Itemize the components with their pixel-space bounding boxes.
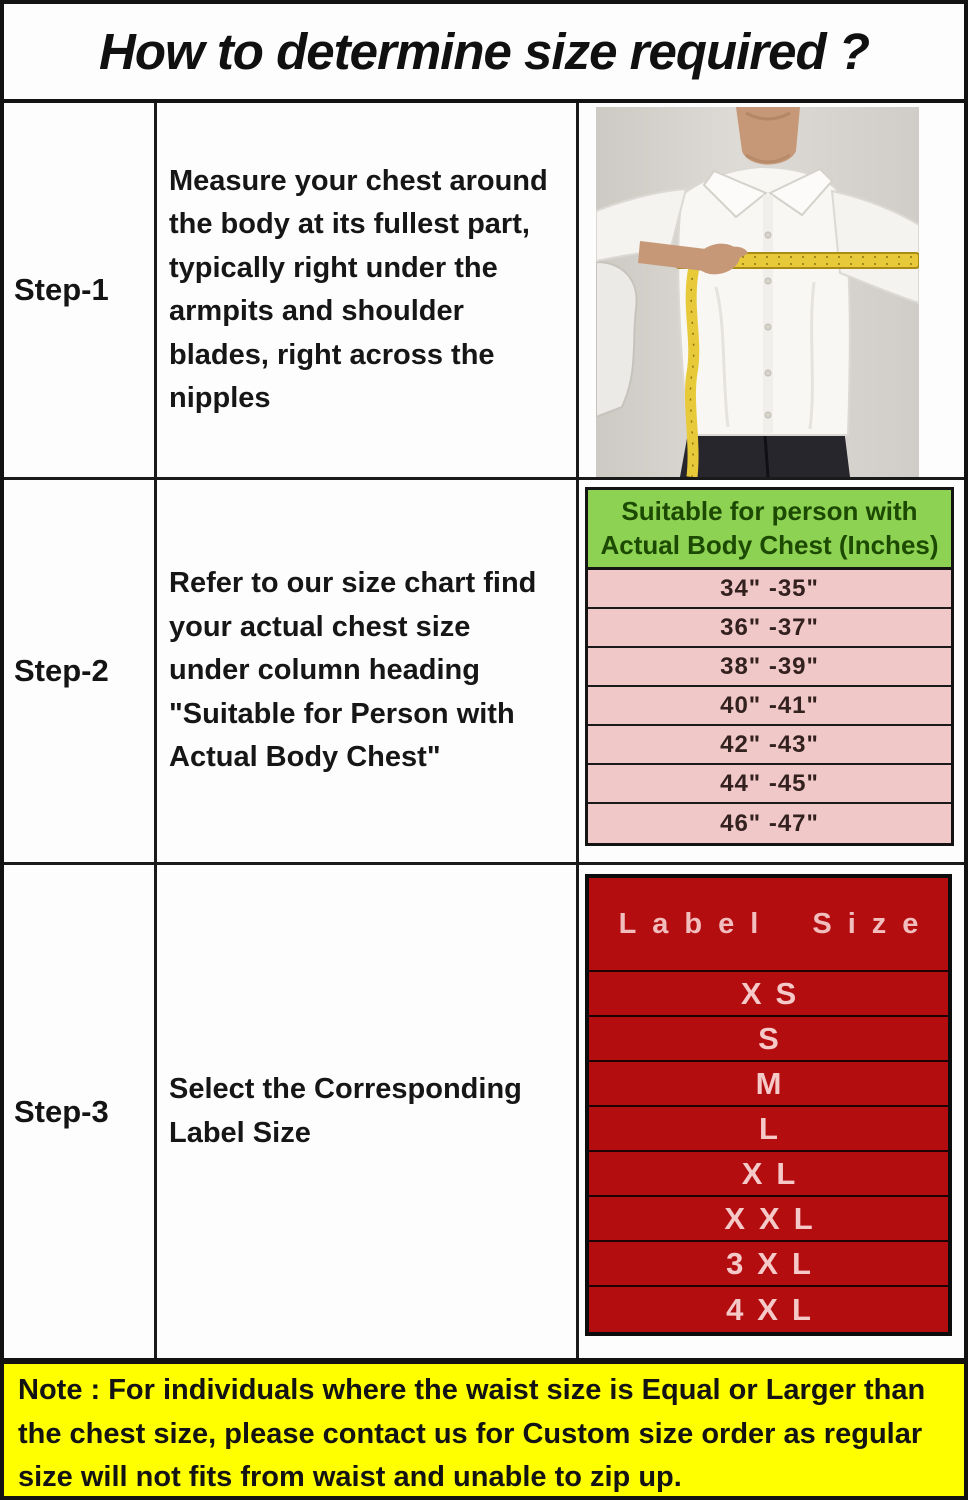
chest-row: 38" -39" [588,648,951,687]
label-size-row: M [589,1062,948,1107]
page-title: How to determine size required ? [99,23,869,80]
label-table-header: Label Size [589,878,948,972]
title-box [0,0,968,103]
step-3-description-cell [157,865,579,1358]
step-3-label-cell [4,865,157,1358]
chest-row: 42" -43" [588,726,951,765]
note-box [0,1361,968,1500]
chest-row: 44" -45" [588,765,951,804]
chest-size-table [585,487,954,846]
step-1-description-cell [157,103,579,480]
step-2-label-cell [4,480,157,865]
label-size-row: 4XL [726,1291,825,1327]
step-2-description: Refer to our size chart find your actual chest size under column heading "Suitable for Person with Actual Body Chest" [169,567,537,774]
man-measuring-chest-illustration [596,107,919,477]
step-3-label: Step-3 [14,1093,109,1129]
label-size-row: XXL [589,1197,948,1242]
chest-measurement-photo [596,107,919,477]
step-3-description: Select the Corresponding Label Size [169,1073,522,1149]
label-size-row: L [589,1107,948,1152]
label-size-row: 3XL [589,1242,948,1287]
chest-row: 46" -47" [588,804,951,843]
step-2-label: Step-2 [14,653,109,688]
step-2-description-cell [157,480,579,865]
chest-row: 36" -37" [588,609,951,648]
step-2-visual-cell [579,480,964,865]
step-1-visual-cell [579,103,964,480]
step-1-label-cell [4,103,157,480]
label-size-row: S [589,1017,948,1062]
label-size-row: XS [589,972,948,1017]
step-3-visual-cell [579,865,964,1358]
chest-table-header: Suitable for person with Actual Body Chest (Inches) [588,490,951,570]
label-size-row: XL [589,1152,948,1197]
step-1-label: Step-1 [14,272,109,307]
chest-row: 34" -35" [588,570,951,609]
note-text: Note : For individuals where the waist size is Equal or Larger than the chest size, please contact us for Custom size order as regular size will not fits from waist and unable to zip up. [18,1374,926,1493]
chest-row: 40" -41" [588,687,951,726]
label-size-table [585,874,952,1336]
step-1-description: Measure your chest around the body at its fullest part, typically right under the armpits and shoulder blades, right across the nipples [169,164,548,414]
steps-table [0,103,968,1361]
